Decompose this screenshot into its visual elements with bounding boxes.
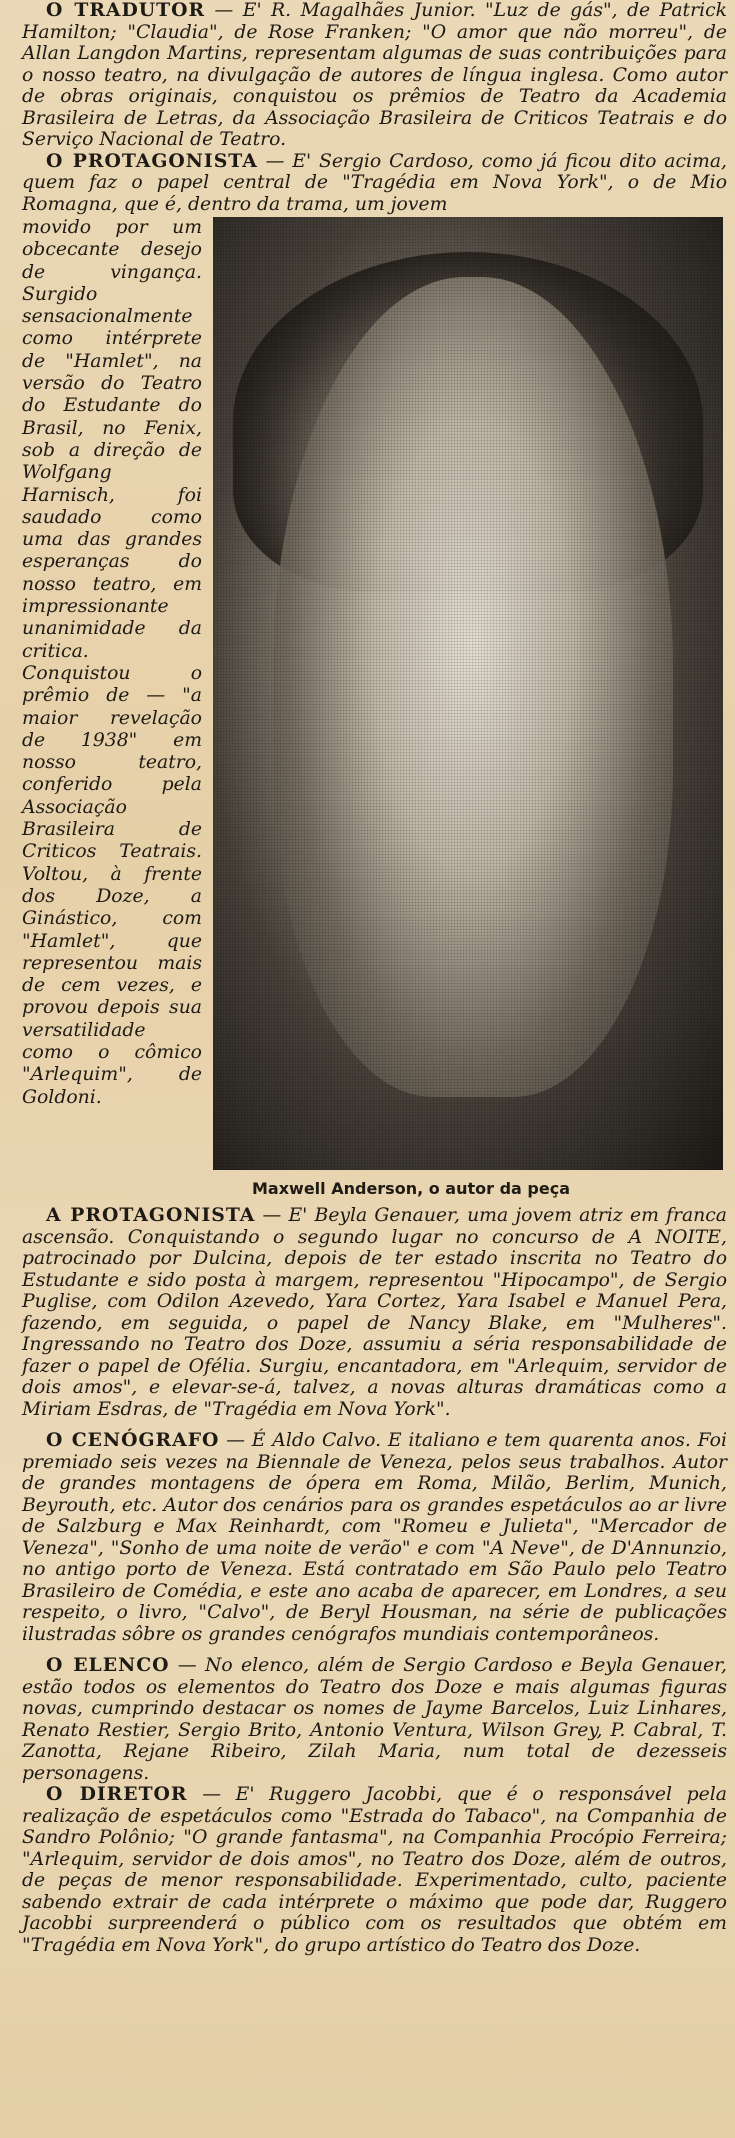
halftone-screen (213, 217, 723, 1170)
tradutor-heading: O TRADUTOR (46, 0, 206, 21)
diretor-text: — E' Ruggero Jacobbi, que é o responsável pela realização de espetáculos como "Estrada do Tabaco", na Companhia de Sandro Polônio; "O grande fantasma", na Companhia Procópio Ferreira; "Arlequim, servidor de dois amos", no Teatro dos Doze, além de outros, de peças de menor responsabilidade. Experimentado, culto, paciente sabendo extrair de cada intérprete o máximo que pode dar, Ruggero Jacobbi surpreenderá o público com os resultados que obtém em "Tragédia em Nova York", do grupo artístico do Teatro dos Doze. (22, 1784, 728, 1956)
cenografo-heading: O CENÓGRAFO (46, 1429, 220, 1451)
elenco-paragraph (22, 1655, 727, 1784)
protagonista-paragraph (22, 151, 727, 216)
protagonista-f-text: — E' Beyla Genauer, uma jovem atriz em franca ascensão. Conquistando o segundo lugar no concurso de A NOITE, patrocinado por Dulcina, depois de ter estado inscrita no Teatro do Estudante e sido posta à margem, representou "Hipocampo", de Sergio Puglise, com Odilon Azevedo, Yara Cortez, Yara Isabel e Manuel Pera, fazendo, em seguida, o papel de Nancy Blake, em "Mulheres". Ingressando no Teatro dos Doze, assumiu a séria responsabilidade de fazer o papel de Ofélia. Surgiu, encantadora, em "Arlequim, servidor de dois amos", e elevar-se-á, talvez, a novas alturas dramáticas como a Miriam Esdras, de "Tragédia em Nova York". (22, 1205, 727, 1420)
photo-block (22, 217, 727, 1245)
protagonista-f-heading: A PROTAGONISTA (46, 1204, 256, 1226)
protagonista-heading: O PROTAGONISTA (46, 149, 258, 172)
cenografo-paragraph (22, 1430, 727, 1645)
protagonista-text: — E' Sergio Cardoso, como já ficou dito acima, quem faz o papel central de "Tragédia em Nova York", o de Mio Romagna, que é, dentro da trama, um jovem (22, 150, 727, 215)
elenco-heading: O ELENCO (46, 1654, 170, 1676)
protagonista-side-text: movido por um obcecante desejo de vingança. Surgido sensacionalmente como intérprete de "Hamlet", na versão do Teatro do Estudante do Brasil, no Fenix, sob a direção de Wolfgang Harnisch, foi saudado como uma das grandes esperanças do nosso teatro, em impressionante unanimidade da critica. Conquistou o prêmio de — "a maior revelação de 1938" em nosso teatro, conferido pela Associação Brasileira de Criticos Teatrais. Voltou, à frente dos Doze, a Ginástico, com "Hamlet", que representou mais de cem vezes, e provou depois sua versatilidade como o cômico "Arlequim", de Goldoni. (22, 217, 202, 1108)
portrait-photo (213, 217, 723, 1170)
cenografo-text: — É Aldo Calvo. E italiano e tem quarenta anos. Foi premiado seis vezes na Biennale de Veneza, pelos seus trabalhos. Autor de grandes montagens de ópera em Roma, Milão, Berlim, Munich, Beyrouth, etc. Autor dos cenários para os grandes espetáculos ao ar livre de Salzburg e Max Reinhardt, com "Romeu e Julieta", "Mercador de Veneza", "Sonho de uma noite de verão" e com "A Neve", de D'Annunzio, no antigo porto de Veneza. Está contratado em São Paulo pelo Teatro Brasileiro de Comédia, e este ano acaba de aparecer, em Londres, a seu respeito, o livro, "Calvo", de Beryl Housman, na série de publicações ilustradas sôbre os grandes cenógrafos mundiais contemporâneos. (22, 1430, 727, 1645)
elenco-text: — No elenco, além de Sergio Cardoso e Beyla Genauer, estão todos os elementos do Teatro dos Doze e mais algumas figuras novas, cumprindo destacar os nomes de Jayme Barcelos, Luiz Linhares, Renato Restier, Sergio Brito, Antonio Ventura, Wilson Grey, P. Cabral, T. Zanotta, Rejane Ribeiro, Zilah Maria, num total de dezesseis personagens. (22, 1655, 727, 1784)
diretor-heading: O DIRETOR (46, 1783, 188, 1805)
diretor-paragraph (22, 1784, 727, 1956)
tradutor-text: — E' R. Magalhães Junior. "Luz de gás", de Patrick Hamilton; "Claudia", de Rose Franken; "O amor que não morreu", de Allan Langdon Martins, representam algumas de suas contribuições para o nosso teatro, na divulgação de autores de língua inglesa. Como autor de obras originais, conquistou os prêmios de Teatro da Academia Brasileira de Letras, da Associação Brasileira de Criticos Teatrais e do Serviço Nacional de Teatro. (22, 0, 727, 150)
photo-caption: Maxwell Anderson, o autor da peça (252, 1179, 570, 1198)
tradutor-paragraph (22, 0, 727, 151)
